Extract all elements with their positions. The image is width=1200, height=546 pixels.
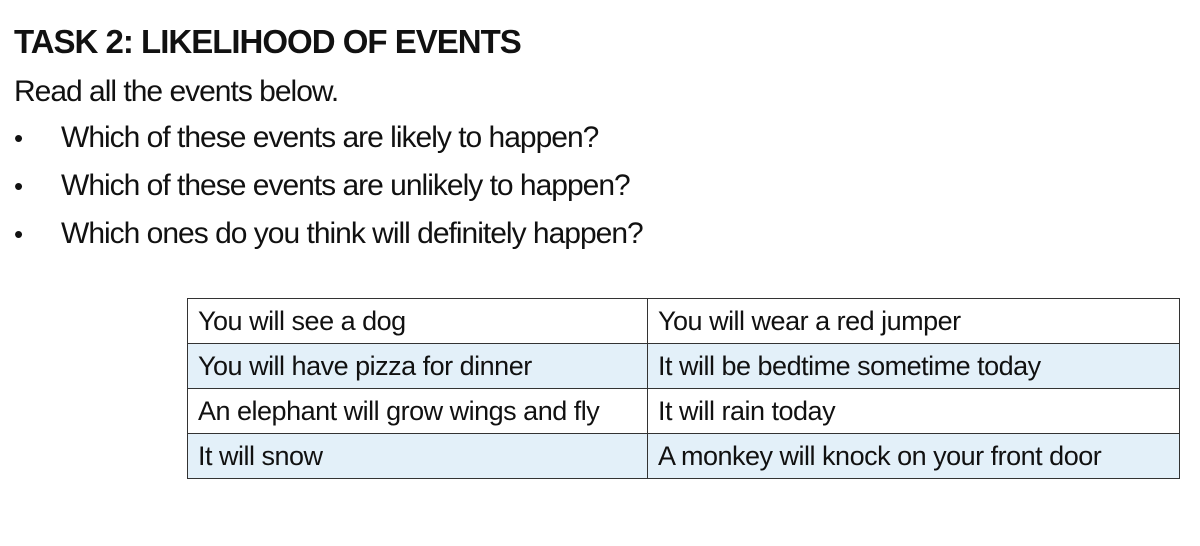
event-cell: You will wear a red jumper bbox=[648, 299, 1180, 344]
table-row bbox=[188, 344, 1180, 389]
question-likely: Which of these events are likely to happen? bbox=[61, 121, 599, 154]
instructions-text: Read all the events below. bbox=[14, 75, 339, 108]
bullet-icon: • bbox=[14, 219, 23, 249]
events-table bbox=[187, 298, 1180, 479]
page-title: TASK 2: LIKELIHOOD OF EVENTS bbox=[14, 23, 521, 60]
event-cell: It will rain today bbox=[648, 389, 1180, 434]
event-cell: You will have pizza for dinner bbox=[188, 344, 648, 389]
bullet-icon: • bbox=[14, 123, 23, 153]
event-cell: An elephant will grow wings and fly bbox=[188, 389, 648, 434]
question-unlikely: Which of these events are unlikely to happen? bbox=[61, 169, 630, 202]
question-definitely: Which ones do you think will definitely happen? bbox=[61, 217, 643, 250]
table-row bbox=[188, 434, 1180, 479]
event-cell: It will snow bbox=[188, 434, 648, 479]
event-cell: You will see a dog bbox=[188, 299, 648, 344]
bullet-icon: • bbox=[14, 171, 23, 201]
table-row bbox=[188, 389, 1180, 434]
event-cell: A monkey will knock on your front door bbox=[648, 434, 1180, 479]
table-row bbox=[188, 299, 1180, 344]
event-cell: It will be bedtime sometime today bbox=[648, 344, 1180, 389]
